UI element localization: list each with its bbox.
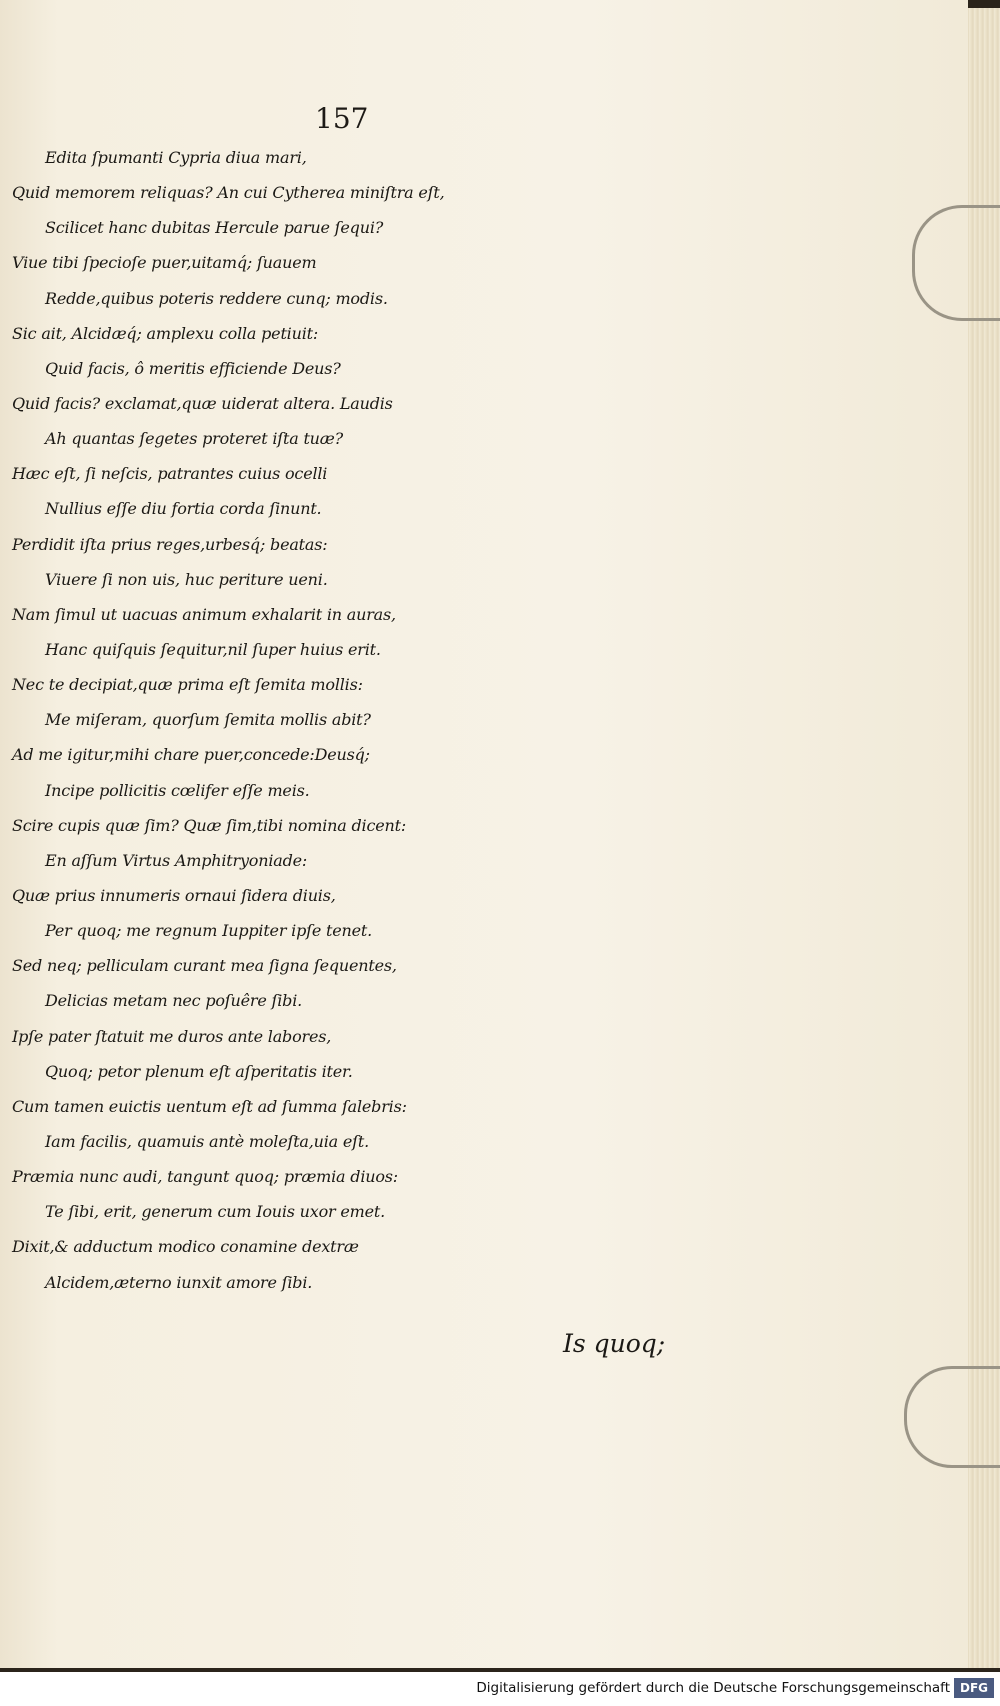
verse-line: Viuere ſi non uis, huc periture ueni. [45,569,328,589]
verse-line: Hæc eſt, ſi neſcis, patrantes cuius ocelli [12,464,328,484]
verse-line: Viue tibi ſpecioſe puer,uitamq́; ſuauem [12,253,317,273]
verse-line: Dixit,& adductum modico conamine dextræ [12,1237,359,1257]
verse-line: Quid facis, ô meritis efficiende Deus? [45,358,341,378]
verse-line: Delicias metam nec poſuêre ſibi. [45,991,302,1011]
verse-line: Quid facis? exclamat,quæ uiderat altera. Laudis [12,393,393,413]
verse-line: Hanc quiſquis ſequitur,nil ſuper huius erit. [45,639,381,659]
verse-line: Incipe pollicitis cœlifer eſſe meis. [45,780,310,800]
verse-line: Te ſibi, erit, generum cum Iouis uxor emet. [45,1202,386,1222]
verse-line: Cum tamen euictis uentum eſt ad ſumma ſalebris: [12,1096,407,1116]
page-number: 157 [315,102,369,135]
verse-line: Perdidit iſta prius reges,urbesq́; beatas: [12,534,328,554]
verse-line: Iam facilis, quamuis antè moleſta,uia eſt. [45,1131,369,1151]
dfg-logo-icon[interactable]: DFG [954,1678,994,1698]
poem-text [12,140,952,1300]
catchword: Is quoq; [563,1329,666,1358]
verse-line: Præmia nunc audi, tangunt quoq; præmia diuos: [12,1167,398,1187]
verse-line: Scire cupis quæ ſim? Quæ ſim,tibi nomina dicent: [12,815,407,835]
verse-line: Me miſeram, quorſum ſemita mollis abit? [45,710,371,730]
verse-line: Nec te decipiat,quæ prima eſt ſemita mollis: [12,675,363,695]
verse-line: Ipſe pater ſtatuit me duros ante labores, [12,1026,332,1046]
verse-line: Scilicet hanc dubitas Hercule parue ſequi? [45,218,384,238]
paper-clip-icon [904,1366,1000,1468]
verse-line: Quid memorem reliquas? An cui Cytherea miniſtra eſt, [12,183,445,203]
verse-line: Sic ait, Alcidæq́; amplexu colla petiuit: [12,323,319,343]
verse-line: Sed neq; pelliculam curant mea ſigna ſequentes, [12,956,397,976]
footer-credit: Digitalisierung gefördert durch die Deutsche Forschungsgemeinschaft [476,1680,950,1696]
verse-line: Per quoq; me regnum Iuppiter ipſe tenet. [45,921,372,941]
verse-line: Edita ſpumanti Cypria diua mari, [45,148,307,167]
verse-line: Ad me igitur,mihi chare puer,concede:Deusq́; [12,745,370,765]
verse-line: Nam ſimul ut uacuas animum exhalarit in auras, [12,604,396,624]
verse-line: Quæ prius innumeris ornaui ſidera diuis, [12,885,336,905]
verse-line: Alcidem,æterno iunxit amore ſibi. [45,1272,313,1292]
verse-line: Nullius eſſe diu fortia corda ſinunt. [45,499,322,519]
verse-line: Quoq; petor plenum eſt aſperitatis iter. [45,1061,353,1081]
footer-bar [0,1672,1000,1706]
verse-line: Ah quantas ſegetes proteret iſta tuæ? [45,429,343,449]
verse-line: En aſſum Virtus Amphitryoniade: [45,850,308,870]
verse-line: Redde,quibus poteris reddere cunq; modis. [45,288,388,308]
